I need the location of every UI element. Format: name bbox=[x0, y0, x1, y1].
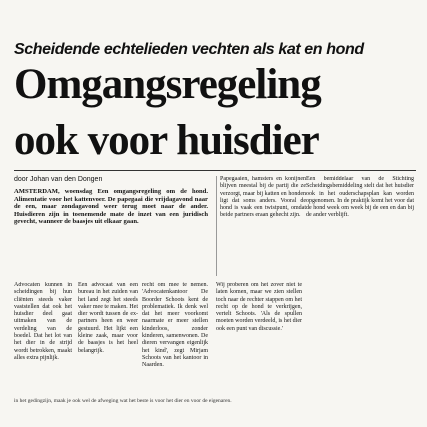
byline: door Johan van den Dongen bbox=[14, 176, 103, 183]
body-column-b: Een advocaat van een bureau in het zuiden van het land zegt het steeds vaker mee te maken. Het dier wordt tussen de ex-partners heen en weer gestuurd. Het lijkt een kleine zaak, maar voor de baasjes is het heel belangrijk. bbox=[78, 282, 138, 354]
headline-line-2: ook voor huisdier bbox=[14, 117, 319, 164]
headline-rule bbox=[14, 170, 416, 171]
headline-line-1: Omgangsregeling bbox=[14, 61, 321, 108]
dateline: AMSTERDAM, woensdag bbox=[14, 188, 93, 195]
body-column-a: Advocaten kunnen in scheidingen bij hun cliënten steeds vaker vaststellen dat ook het huisdier deel gaat uitmaken van de verdeling van de boedel. Dat het lot van het dier in de strijd wordt betrokken, maakt alles extra pijnlijk. bbox=[14, 282, 72, 361]
body-column-c: recht om mee te nemen. 'Advocatenkantoor De Boorder Schoots kent de problematiek. Ik denk wel dat het meer voorkomt naarmate er meer stellen kinderloos, zonder kinderen, samenwonen. De dieren vervangen eigenlijk het kind', zegt Mirjam Schoots van het kantoor in Naarden. bbox=[142, 282, 208, 369]
kicker-headline: Scheidende echtelieden vechten als kat en hond bbox=[14, 41, 364, 58]
body-column-right-1: Papegaaien, hamsters en konijnen blijven meestal bij de partij die ze verzorgt, maar bij katten en honden ligt dat soms anders. Vooral de hond is vaak een twistpunt, omdat beide partners eraan gehecht zijn. bbox=[216, 176, 306, 276]
lead-text: Een omgangsregeling om de hond. Alimentatie voor het kattenvoer. De papegaai die vrijdagavond naar de een, maar zondagavond weer terug moet naar de ander. Huisdieren zijn in toenemende mate de inzet van een juridisch gevecht, wanneer de baasjes uit elkaar gaan. bbox=[14, 188, 208, 226]
body-column-right-3: Wij proberen om het zover niet te laten komen, maar we zien stellen toch naar de rechter stappen om het recht op de hond te verkrijgen, vertelt Schoots. 'Als de spullen moeten worden verdeeld, is het dier ook een punt van discussie.' bbox=[216, 282, 302, 332]
bottom-text-strip: in het gedingzijn, maak je ook wel de afweging wat het beste is voor het dier en voor de eigenaren. bbox=[14, 398, 232, 404]
lead-paragraph bbox=[14, 188, 208, 274]
body-column-right-2: Een bemiddelaar van de Stichting Scheidingsbemiddeling stelt dat het huisdier ook in het ouderschapsplan kan worden opgenomen. In de praktijk komt het voor dat de hond week om week bij de een en dan bij de ander verblijft. bbox=[306, 176, 414, 219]
